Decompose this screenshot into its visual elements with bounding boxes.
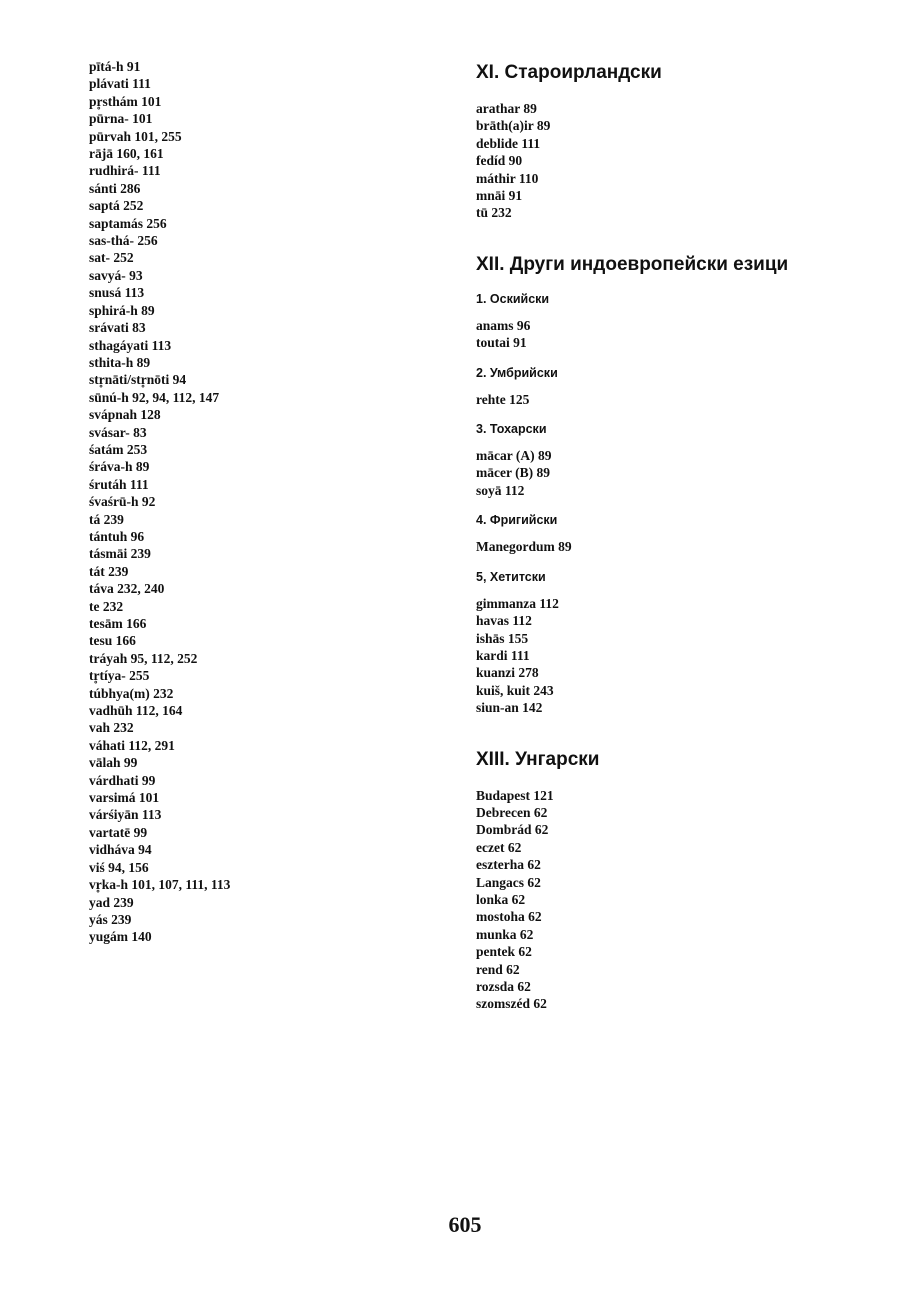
index-entry: varsimá 101 [89,790,160,806]
index-entry: soyā 112 [476,482,525,498]
index-entry: sūnú-h 92, 94, 112, 147 [89,389,220,405]
index-entry: vālah 99 [89,755,138,771]
index-entry: várśiyān 113 [89,807,162,823]
index-entry: Dombrád 62 [476,822,549,838]
index-entry: vah 232 [89,720,134,736]
index-entry: eszterha 62 [476,857,541,873]
index-entry: pūrna- 101 [89,111,153,127]
index-entry: yad 239 [89,894,134,910]
index-entry: rend 62 [476,961,520,977]
index-entry: yás 239 [89,911,132,927]
index-entry: pentek 62 [476,944,532,960]
index-entry: arathar 89 [476,101,537,116]
index-entry: srávati 83 [89,320,146,336]
index-entry: sthita-h 89 [89,354,151,370]
index-entry: saptamás 256 [89,215,167,231]
section-title-other-ie: XII. Други индоевропейски езици [476,253,789,275]
index-entry: mācar (A) 89 [476,448,552,464]
index-entry: anams 96 [476,317,531,333]
subsection [476,513,876,555]
index-entry: tesām 166 [89,616,147,631]
index-entry: brāth(a)ir 89 [476,118,551,134]
index-entry: viś 94, 156 [89,859,149,875]
index-entry: fedíd 90 [476,153,523,169]
index-entry: váhati 112, 291 [89,737,175,753]
index-entry: munka 62 [476,926,534,942]
index-entry: tásmāi 239 [89,546,151,562]
index-entry: sat- 252 [89,250,134,266]
index-entry: tát 239 [89,563,129,579]
index-entry: siun-an 142 [476,700,543,716]
index-entry: máthir 110 [476,170,539,186]
index-entry: pr̥sthám 101 [89,93,162,109]
index-entry: eczet 62 [476,839,522,855]
index-entry: pūrvah 101, 255 [89,128,182,144]
index-entry: śráva-h 89 [89,459,150,475]
index-entry: sphirá-h 89 [89,302,155,318]
index-entry: śvaśrū-h 92 [89,494,156,510]
subsection-title: 1. Оскийски [476,291,550,306]
index-entry: sas-thá- 256 [89,233,158,249]
index-entry: tr̥tíya- 255 [89,668,150,684]
index-entry: rehte 125 [476,391,530,407]
index-entry: vadhūh 112, 164 [89,703,183,719]
index-entry: tráyah 95, 112, 252 [89,650,198,666]
index-entry: plávati 111 [89,76,151,92]
index-entry: kardi 111 [476,647,530,663]
index-entry: str̥nāti/str̥nōti 94 [89,372,187,388]
index-entry: Budapest 121 [476,787,554,803]
section-title-hungarian: XIII. Унгарски [476,748,600,770]
index-entry: śrutáh 111 [89,476,149,492]
index-entry: rājā 160, 161 [89,146,164,162]
index-entry: várdhati 99 [89,772,156,788]
index-entry: táva 232, 240 [89,581,165,597]
entry-list-hungarian [476,787,876,1013]
index-entry: rudhirá- 111 [89,163,161,179]
index-entry: ishās 155 [476,630,529,646]
index-entry: havas 112 [476,613,532,629]
index-entry: tū 232 [476,205,512,221]
index-entry: toutai 91 [476,335,527,351]
page-number: 605 [448,1212,482,1237]
section-old-irish [476,62,876,222]
index-entry: tá 239 [89,511,124,527]
index-entry: pītá-h 91 [89,59,141,74]
subsection [476,570,876,717]
subsection-title: 5, Хетитски [476,569,546,584]
index-entry: Debrecen 62 [476,804,548,820]
index-entry: saptá 252 [89,198,144,214]
subsection [476,422,876,499]
index-entry: yugám 140 [89,929,152,945]
subsection [476,366,876,408]
index-entry: vartatē 99 [89,824,148,840]
index-entry: te 232 [89,598,124,614]
right-index-column [476,62,876,1021]
entry-list-old-irish [476,100,876,222]
section-hungarian [476,749,876,1013]
index-entry: svápnah 128 [89,407,161,423]
index-entry: gimmanza 112 [476,595,559,611]
subsection-title: 3. Тохарски [476,422,547,437]
index-entry: kuiš, kuit 243 [476,682,554,698]
index-entry: mostoha 62 [476,909,542,925]
index-entry: tesu 166 [89,633,136,649]
index-entry: sánti 286 [89,180,141,196]
index-entry: tántuh 96 [89,528,145,544]
index-entry: deblide 111 [476,135,541,151]
section-other-ie [476,254,876,717]
index-entry: svásar- 83 [89,424,147,440]
left-index-column [89,58,429,946]
index-entry: mācer (B) 89 [476,465,550,481]
index-entry: vidháva 94 [89,842,152,858]
index-entry: snusá 113 [89,285,145,301]
index-entry: kuanzi 278 [476,665,539,681]
index-entry: Langacs 62 [476,874,541,890]
index-entry: savyá- 93 [89,267,143,283]
index-entry: sthagáyati 113 [89,337,172,353]
index-entry: vr̥ka-h 101, 107, 111, 113 [89,877,231,893]
index-entry: szomszéd 62 [476,996,547,1012]
subsection-title: 4. Фригийски [476,513,558,528]
index-entry: mnāi 91 [476,188,523,204]
subsection [476,292,876,352]
index-entry: śatám 253 [89,441,148,457]
index-entry: rozsda 62 [476,979,531,994]
index-entry: Manegordum 89 [476,539,572,555]
index-entry: túbhya(m) 232 [89,685,174,701]
subsection-title: 2. Умбрийски [476,365,558,380]
index-entry: lonka 62 [476,891,526,907]
subsection-list [476,292,876,717]
section-title-old-irish: XI. Староирландски [476,62,662,83]
